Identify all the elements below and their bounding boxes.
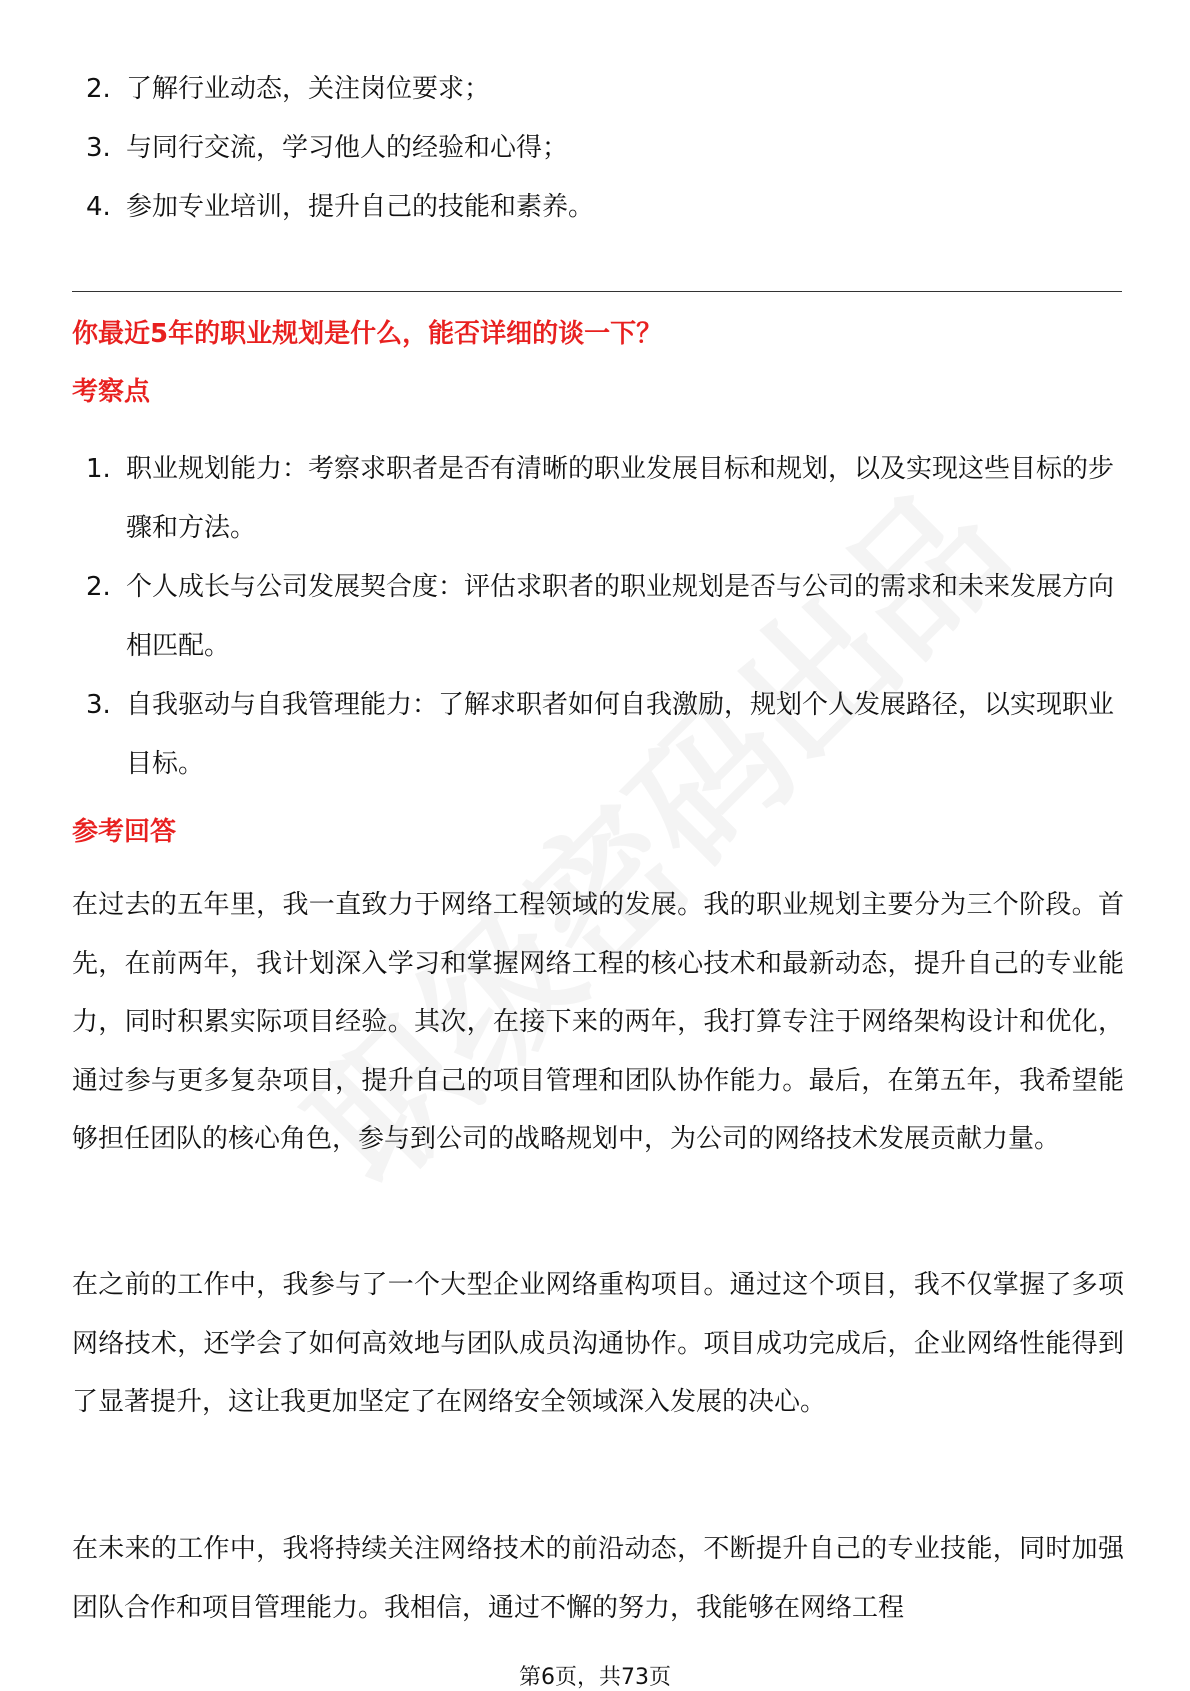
list-item bbox=[72, 440, 1122, 558]
list-number: 2. bbox=[86, 74, 111, 104]
answer-paragraph: 在过去的五年里，我一直致力于网络工程领域的发展。我的职业规划主要分为三个阶段。首先，在前两年，我计划深入学习和掌握网络工程的核心技术和最新动态，提升自己的专业能力，同时积累实际项目经验。其次，在接下来的两年，我打算专注于网络架构设计和优化，通过参与更多复杂项目，提升自己的项目管理和团队协作能力。最后，在第五年，我希望能够担任团队的核心角色，参与到公司的战略规划中，为公司的网络技术发展贡献力量。 bbox=[72, 890, 1124, 1155]
top-numbered-list bbox=[72, 60, 1122, 237]
list-number: 3. bbox=[86, 133, 111, 163]
list-text: 参加专业培训，提升自己的技能和素养。 bbox=[126, 192, 595, 222]
focus-list bbox=[72, 440, 1122, 794]
list-item bbox=[72, 60, 1122, 119]
list-number: 4. bbox=[86, 192, 111, 222]
focus-heading: 考察点 bbox=[72, 377, 151, 407]
list-text: 了解行业动态，关注岗位要求； bbox=[126, 74, 491, 104]
answer-heading: 参考回答 bbox=[72, 817, 177, 847]
list-number: 1. bbox=[86, 454, 111, 484]
list-text: 与同行交流，学习他人的经验和心得； bbox=[126, 133, 569, 163]
answer-paragraph: 在未来的工作中，我将持续关注网络技术的前沿动态，不断提升自己的专业技能，同时加强团队合作和项目管理能力。我相信，通过不懈的努力，我能够在网络工程 bbox=[72, 1534, 1124, 1623]
list-item bbox=[72, 676, 1122, 794]
page-number: 第6页，共73页 bbox=[519, 1665, 671, 1690]
section-divider bbox=[72, 291, 1122, 292]
list-text: 自我驱动与自我管理能力：了解求职者如何自我激励，规划个人发展路径，以实现职业目标。 bbox=[126, 690, 1115, 779]
list-number: 3. bbox=[86, 690, 111, 720]
list-item bbox=[72, 558, 1122, 676]
list-item bbox=[72, 178, 1122, 237]
answer-paragraph: 在之前的工作中，我参与了一个大型企业网络重构项目。通过这个项目，我不仅掌握了多项网络技术，还学会了如何高效地与团队成员沟通协作。项目成功完成后，企业网络性能得到了显著提升，这让我更加坚定了在网络安全领域深入发展的决心。 bbox=[72, 1270, 1124, 1418]
list-text: 职业规划能力：考察求职者是否有清晰的职业发展目标和规划，以及实现这些目标的步骤和方法。 bbox=[126, 454, 1115, 543]
list-number: 2. bbox=[86, 572, 111, 602]
list-item bbox=[72, 119, 1122, 178]
question-title: 你最近5年的职业规划是什么，能否详细的谈一下？ bbox=[72, 319, 663, 349]
list-text: 个人成长与公司发展契合度：评估求职者的职业规划是否与公司的需求和未来发展方向相匹配。 bbox=[126, 572, 1115, 661]
